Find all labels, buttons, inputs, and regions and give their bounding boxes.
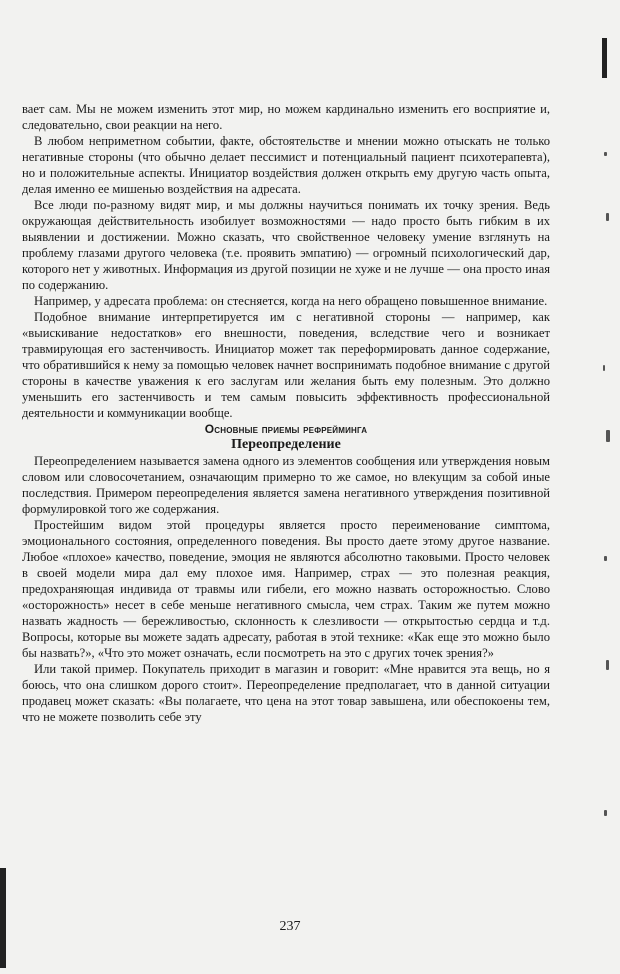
- scan-edge-mark: [602, 38, 607, 78]
- section-title: Основные приемы рефрейминга: [204, 422, 368, 436]
- scan-edge-mark: [0, 868, 6, 968]
- body-text: [22, 101, 550, 725]
- paragraph: В любом неприметном событии, факте, обстоятельстве и мнении можно отыскать не только негативные стороны (что обычно делает пессимист и потенциальный пациент психотерапевта), но и положительные аспекты. Инициатор воздействия должен открыть ему другую часть опыта, делая именно ее мишенью воздействия на адресата.: [22, 134, 550, 196]
- paragraph: Подобное внимание интерпретируется им с негативной стороны — например, как «выискивание недостатков» его внешности, поведения, вследствие чего и возникает травмирующая его застенчивость. Инициатор может так переформировать данное содержание, что обратившийся к нему за помощью человек начнет воспринимать подобное внимание с другой стороны в качестве уважения к его заслугам или желания быть ему полезным. Это должно уменьшить его застенчивость и тем самым повысить эффективность профессиональной деятельности и коммуникации вообще.: [22, 310, 550, 420]
- subsection-title: Переопределение: [231, 437, 341, 452]
- scan-speck: [606, 213, 609, 221]
- paragraph: Например, у адресата проблема: он стесняется, когда на него обращено повышенное внимание.: [34, 294, 548, 308]
- paragraph: Все люди по-разному видят мир, и мы должны научиться понимать их точку зрения. Ведь окружающая действительность изобилует возможностями — надо просто быть гибким в их выявлении и достижении. Можно сказать, что свойственное человеку умение взглянуть на проблему глазами другого человека (т.е. проявить эмпатию) — огромный психологический дар, которого нет у животных. Информация из другой позиции не хуже и не лучше — она просто иная по содержанию.: [22, 198, 550, 292]
- scan-speck: [606, 660, 609, 670]
- scan-speck: [603, 365, 605, 371]
- paragraph: вает сам. Мы не можем изменить этот мир, но можем кардинально изменить его восприятие и, следовательно, свои реакции на него.: [22, 102, 550, 132]
- paragraph: Переопределением называется замена одного из элементов сообщения или утверждения новым словом или словосочетанием, означающим примерно то же самое, но влекущим за собой иные последствия. Примером переопределения является замена негативного утверждения позитивной формулировкой того же содержания.: [22, 454, 550, 516]
- scan-speck: [604, 152, 607, 156]
- page-number: 237: [279, 919, 301, 934]
- paragraph: Или такой пример. Покупатель приходит в магазин и говорит: «Мне нравится эта вещь, но я боюсь, что она слишком дорого стоит». Переопределение предполагает, что в данной ситуации продавец может сказать: «Вы полагаете, что цена на этот товар завышена, или обеспокоены тем, что не можете позволить себе эту: [22, 662, 550, 724]
- paragraph: Простейшим видом этой процедуры является просто переименование симптома, эмоционального состояния, определенного поведения. Вы просто даете этому другое название. Любое «плохое» качество, поведение, эмоция не являются абсолютно таковыми. Просто человек в своей модели мира дал ему плохое имя. Например, страх — это полезная реакция, предохраняющая индивида от травмы или гибели, его можно назвать осторожностью. Слово «осторожность» несет в себе меньше негативного смысла, чем страх. Таким же путем можно назвать жадность — бережливостью, склонность к слезливости — открытостью сердца и т.д. Вопросы, которые вы можете задать адресату, работая в этой технике: «Как еще это можно было бы назвать?», «Что это может означать, если посмотреть на это с других точек зрения?»: [22, 518, 550, 660]
- scan-speck: [604, 556, 607, 561]
- scan-speck: [606, 430, 610, 442]
- scan-speck: [604, 810, 607, 816]
